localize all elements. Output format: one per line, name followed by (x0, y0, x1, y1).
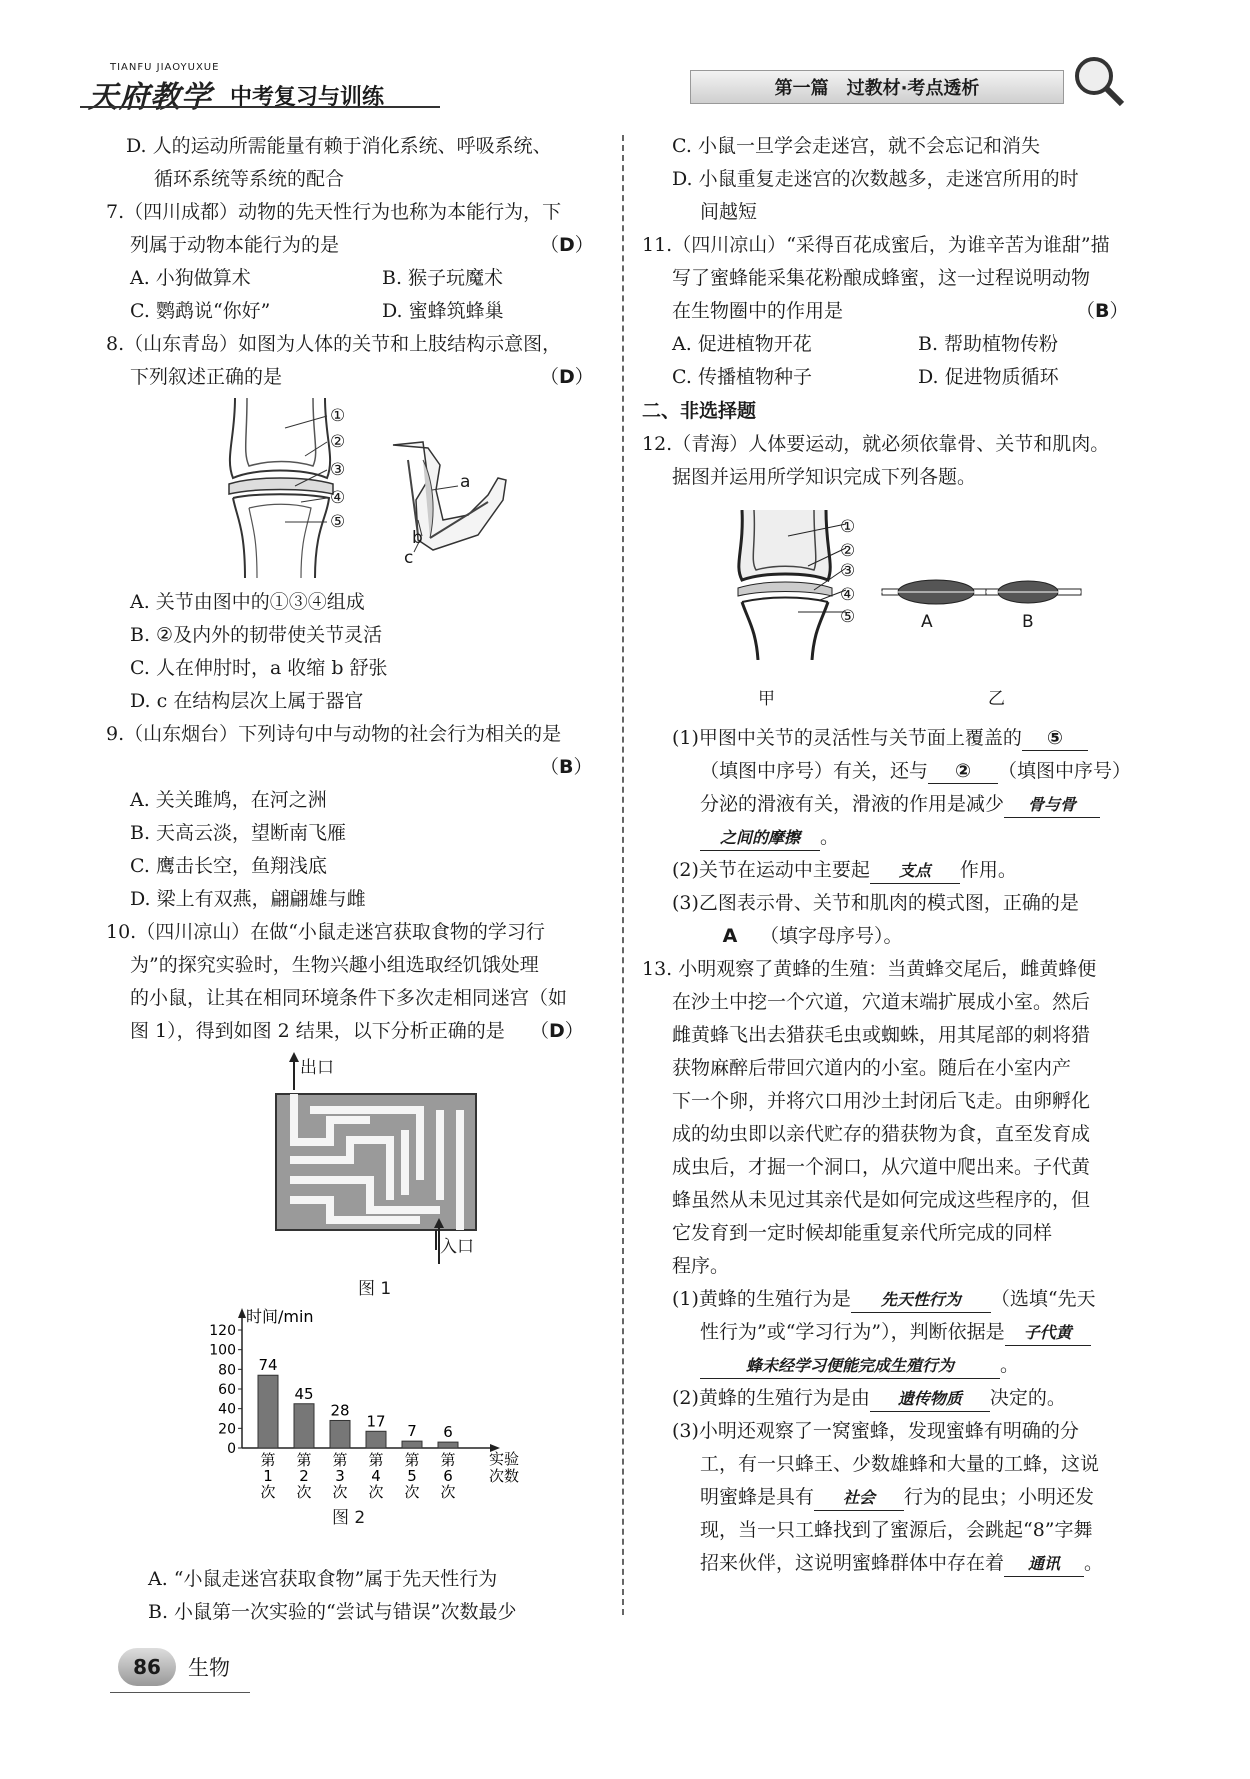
footer-rule (110, 1692, 250, 1693)
x-tick-label: 3 (335, 1467, 345, 1485)
q12-part1-line4: 之间的摩擦 。 (700, 822, 839, 852)
q9-option-c: C. 鹰击长空，鱼翔浅底 (130, 855, 327, 877)
q7-answer: （D） (540, 234, 594, 256)
x-tick-label: 1 (263, 1467, 273, 1485)
q8-stem-line1: 8.（山东青岛）如图为人体的关节和上肢结构示意图， (106, 333, 562, 355)
brand-logo: 天府教学 (88, 80, 212, 115)
q12-label-2: ② (840, 541, 856, 561)
q9-stem: 9.（山东烟台）下列诗句中与动物的社会行为相关的是 (106, 723, 562, 745)
q13-stem-line7: 成虫后，才掘一个洞口，从穴道中爬出来。子代黄 (672, 1156, 1091, 1178)
q6-option-d-line1: D. 人的运动所需能量有赖于消化系统、呼吸系统、 (126, 135, 552, 157)
x-tick-label: 次 (368, 1483, 384, 1501)
q11-stem-line3: 在生物圈中的作用是 (672, 300, 844, 322)
q12-label-4: ④ (840, 585, 856, 605)
q12-joint-diagram (728, 510, 848, 660)
q12-label-3: ③ (840, 561, 856, 581)
q13-part2: (2)黄蜂的生殖行为是由 遗传物质 决定的。 (672, 1383, 1066, 1413)
q7-option-c: C. 鹦鹉说“你好” (130, 300, 271, 322)
brand-subtitle: 中考复习与训练 (230, 85, 385, 110)
magnifier-icon (1070, 52, 1126, 108)
q9-option-d: D. 梁上有双燕，翩翩雄与雌 (130, 888, 366, 910)
x-axis-label: 次数 (488, 1467, 520, 1485)
maze-exit-label: 出口 (300, 1058, 334, 1078)
q11-stem-line1: 11.（四川凉山）“采得百花成蜜后，为谁辛苦为谁甜”描 (642, 234, 1110, 256)
q13-stem-line1: 13. 小明观察了黄蜂的生殖：当黄蜂交尾后，雌黄蜂便 (642, 958, 1097, 980)
q8-option-c: C. 人在伸肘时，a 收缩 b 舒张 (130, 657, 388, 679)
q13-stem-line10: 程序。 (672, 1255, 730, 1277)
q6-option-d-line2: 循环系统等系统的配合 (154, 168, 345, 190)
q9-option-b: B. 天高云淡，望断南飞雁 (130, 822, 347, 844)
q12-label-1: ① (840, 517, 856, 537)
q10-stem-line1: 10.（四川凉山）在做“小鼠走迷宫获取食物的学习行 (106, 921, 545, 943)
bar-value-label: 45 (294, 1384, 314, 1403)
q8-arm-label-b: b (412, 528, 423, 548)
section-non-choice: 二、非选择题 (642, 400, 757, 422)
bar-value-label: 74 (258, 1356, 278, 1375)
q13-part3-line3: 明蜜蜂是具有 社会 行为的昆虫；小明还发 (700, 1482, 1094, 1512)
q12-part1-line3: 分泌的滑液有关，滑液的作用是减少 骨与骨 (700, 789, 1100, 819)
y-axis-label: 时间/min (246, 1307, 314, 1326)
q11-stem-line2: 写了蜜蜂能采集花粉酿成蜂蜜，这一过程说明动物 (672, 267, 1091, 289)
x-tick-label: 2 (299, 1467, 309, 1485)
q12-figure-yi: 乙 (988, 689, 1005, 709)
y-tick-label: 80 (218, 1362, 236, 1379)
q8-answer: （D） (540, 366, 594, 388)
y-tick-label: 40 (218, 1401, 236, 1418)
q12-stem-line1: 12.（青海）人体要运动，就必须依靠骨、关节和肌肉。 (642, 433, 1110, 455)
q13-part3-line1: (3)小明还观察了一窝蜜蜂，发现蜜蜂有明确的分 (672, 1420, 1079, 1442)
q12-figure-jia: 甲 (758, 689, 775, 709)
y-tick-label: 120 (209, 1323, 236, 1339)
q13-part1-line3: 蜂未经学习便能完成生殖行为 。 (700, 1350, 1019, 1380)
q13-part3-line2: 工，有一只蜂王、少数雄蜂和大量的工蜂，这说 (700, 1453, 1100, 1475)
q9-answer: （B） (540, 756, 593, 778)
q11-option-b: B. 帮助植物传粉 (918, 333, 1059, 355)
q13-part1-line2: 性行为”或“学习行为”），判断依据是 子代黄 (700, 1317, 1091, 1347)
figure-1-caption: 图 1 (358, 1279, 392, 1299)
q8-option-a: A. 关节由图中的①③④组成 (130, 591, 365, 613)
q8-option-d: D. c 在结构层次上属于器官 (130, 690, 364, 712)
q10-option-c: C. 小鼠一旦学会走迷宫，就不会忘记和消失 (672, 135, 1040, 157)
q7-option-b: B. 猴子玩魔术 (382, 267, 504, 289)
section-header (690, 70, 1064, 104)
q12-muscle-model-diagram (876, 574, 1086, 614)
q13-part3-line4: 现，当一只工蜂找到了蜜源后，会跳起“8”字舞 (700, 1519, 1093, 1541)
figure-2-caption: 图 2 (332, 1508, 366, 1528)
q10-option-b: B. 小鼠第一次实验的“尝试与错误”次数最少 (148, 1601, 517, 1623)
brand-english: TIANFU JIAOYUXUE (110, 62, 220, 73)
q7-stem-line2: 列属于动物本能行为的是 (130, 234, 340, 256)
q11-answer: （B） (1076, 300, 1129, 322)
q12-stem-line2: 据图并运用所学知识完成下列各题。 (672, 466, 977, 488)
maze-diagram (270, 1050, 500, 1250)
bar-value-label: 28 (330, 1401, 350, 1420)
q8-arm-label-a: a (460, 472, 471, 492)
q10-option-a: A. “小鼠走迷宫获取食物”属于先天性行为 (148, 1568, 498, 1590)
page-number: 86 (118, 1648, 176, 1686)
q11-option-d: D. 促进物质循环 (918, 366, 1059, 388)
q13-part1-line1: (1)黄蜂的生殖行为是 先天性行为 （选填“先天 (672, 1284, 1096, 1314)
q10-option-d-line2: 间越短 (700, 201, 758, 223)
x-tick-label: 第 (440, 1451, 456, 1469)
q8-label-2: ② (330, 432, 346, 452)
x-tick-label: 第 (260, 1451, 276, 1469)
q12-part1-line1: (1)甲图中关节的灵活性与关节面上覆盖的 ⑤ (672, 723, 1088, 753)
x-tick-label: 次 (296, 1483, 312, 1501)
q8-label-4: ④ (330, 488, 346, 508)
q12-model-a-label: A (921, 612, 933, 632)
y-tick-label: 0 (227, 1441, 236, 1457)
q8-label-5: ⑤ (330, 512, 346, 532)
q12-part3-line2: A （填字母序号）。 (722, 925, 903, 947)
x-tick-label: 第 (368, 1451, 384, 1469)
q13-stem-line8: 蜂虽然从未见过其亲代是如何完成这些程序的，但 (672, 1189, 1091, 1211)
bar-value-label: 6 (443, 1423, 453, 1442)
x-tick-label: 4 (371, 1467, 381, 1485)
q8-arm-label-c: c (404, 548, 414, 568)
q12-label-5: ⑤ (840, 607, 856, 627)
bar (258, 1375, 278, 1448)
q10-answer: （D） (530, 1020, 584, 1042)
x-tick-label: 第 (296, 1451, 312, 1469)
q10-stem-line4: 图 1），得到如图 2 结果，以下分析正确的是 (130, 1020, 505, 1042)
q8-stem-line2: 下列叙述正确的是 (130, 366, 283, 388)
q7-stem-line1: 7.（四川成都）动物的先天性行为也称为本能行为，下 (106, 201, 562, 223)
x-tick-label: 5 (407, 1467, 417, 1485)
x-tick-label: 6 (443, 1467, 453, 1485)
bar-chart (150, 1300, 570, 1510)
bar-value-label: 7 (407, 1422, 417, 1441)
y-tick-label: 60 (218, 1382, 236, 1398)
q7-option-d: D. 蜜蜂筑蜂巢 (382, 300, 504, 322)
q10-stem-line3: 的小鼠，让其在相同环境条件下多次走相同迷宫（如 (130, 987, 568, 1009)
bar (294, 1404, 314, 1448)
q12-part2: (2)关节在运动中主要起 支点 作用。 (672, 855, 1017, 885)
column-divider (622, 135, 624, 1615)
y-tick-label: 20 (218, 1421, 236, 1438)
x-tick-label: 次 (440, 1483, 456, 1501)
bar (402, 1441, 422, 1448)
bar (330, 1420, 350, 1448)
x-tick-label: 次 (260, 1483, 276, 1501)
q8-option-b: B. ②及内外的韧带使关节灵活 (130, 624, 383, 646)
q10-option-d-line1: D. 小鼠重复走迷宫的次数越多，走迷宫所用的时 (672, 168, 1079, 190)
q11-option-c: C. 传播植物种子 (672, 366, 812, 388)
bar (438, 1442, 458, 1448)
bar-value-label: 17 (366, 1412, 386, 1431)
q11-option-a: A. 促进植物开花 (672, 333, 812, 355)
q13-stem-line2: 在沙土中挖一个穴道，穴道末端扩展成小室。然后 (672, 991, 1091, 1013)
q13-stem-line3: 雌黄蜂飞出去猎获毛虫或蜘蛛，用其尾部的刺将猎 (672, 1024, 1091, 1046)
q8-label-1: ① (330, 406, 346, 426)
q10-stem-line2: 为”的探究实验时，生物兴趣小组选取经饥饿处理 (130, 954, 539, 976)
q12-model-b-label: B (1022, 612, 1034, 632)
q7-option-a: A. 小狗做算术 (130, 267, 251, 289)
x-tick-label: 第 (332, 1451, 348, 1469)
subject-label: 生物 (188, 1656, 230, 1680)
q12-part3-line1: (3)乙图表示骨、关节和肌肉的模式图，正确的是 (672, 892, 1079, 914)
x-tick-label: 次 (404, 1483, 420, 1501)
q8-label-3: ③ (330, 460, 346, 480)
q13-part3-line5: 招来伙伴，这说明蜜蜂群体中存在着 通讯 。 (700, 1548, 1103, 1578)
y-axis-arrow (238, 1308, 246, 1318)
q13-stem-line5: 下一个卵，并将穴口用沙土封闭后飞走。由卵孵化 (672, 1090, 1091, 1112)
q13-stem-line9: 它发育到一定时候却能重复亲代所完成的同样 (672, 1222, 1053, 1244)
maze-entry-label: 入口 (440, 1237, 474, 1257)
x-tick-label: 第 (404, 1451, 420, 1469)
q12-part1-line2: （填图中序号）有关，还与 ② （填图中序号） (700, 760, 1132, 782)
q13-stem-line4: 获物麻醉后带回穴道内的小室。随后在小室内产 (672, 1057, 1072, 1079)
bar (366, 1431, 386, 1448)
header-rule (80, 106, 440, 108)
x-tick-label: 次 (332, 1483, 348, 1501)
q13-stem-line6: 成的幼虫即以亲代贮存的猎获物为食，直至发育成 (672, 1123, 1091, 1145)
section-title: 第一篇 过教材·考点透析 (774, 78, 980, 99)
q9-option-a: A. 关关雎鸠，在河之洲 (130, 789, 327, 811)
y-tick-label: 100 (209, 1342, 236, 1359)
x-axis-label: 实验 (488, 1450, 520, 1468)
